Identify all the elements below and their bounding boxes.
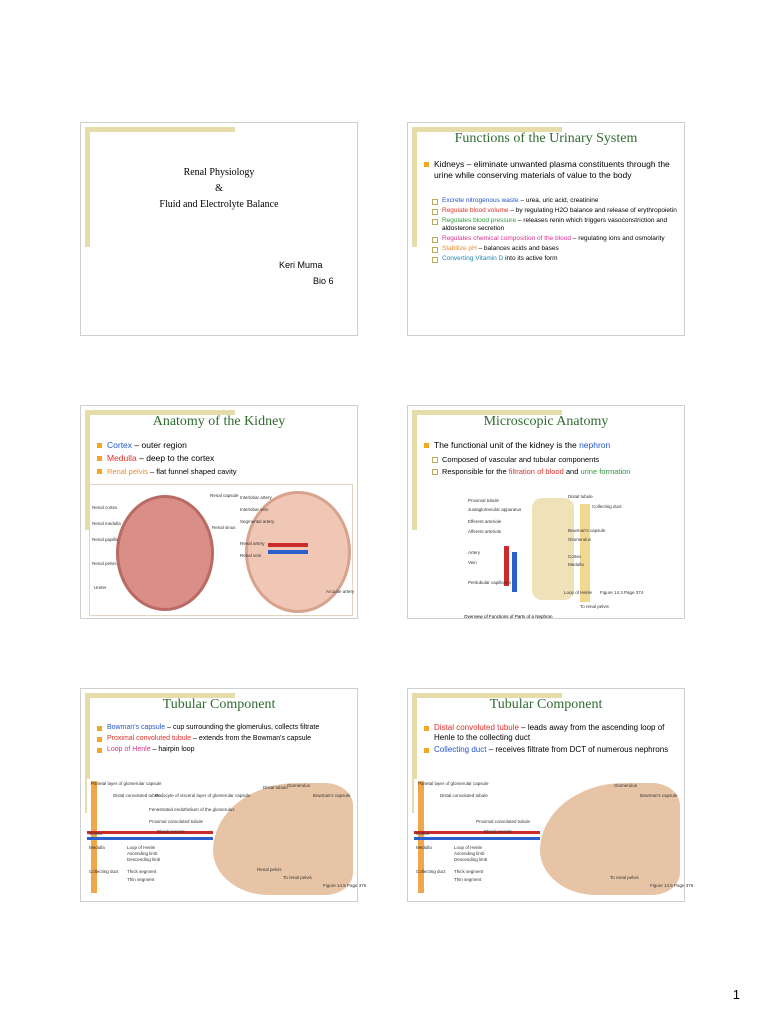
author: Keri Muma [279, 260, 323, 270]
bullet-key: Proximal convoluted tubule [107, 735, 192, 742]
figure-label: Afferent arteriole [468, 529, 502, 534]
vessel-placeholder [414, 837, 540, 840]
sub-bullet-item [430, 467, 682, 477]
slide-heading: Anatomy of the Kidney [152, 414, 286, 429]
figure-label: Bowman's capsule [568, 528, 606, 533]
bullet-key: Renal pelvis [107, 467, 148, 476]
figure-label: Proximal convoluted tubule [476, 819, 531, 824]
slide-tubular-1 [80, 688, 367, 902]
figure-label: Glomerulus [614, 783, 638, 788]
slide-accent-bar [85, 127, 235, 132]
bullet-rest: – deep to the cortex [136, 453, 215, 463]
figure-label: Parietal layer of glomerular capsule [91, 781, 162, 786]
bullet-text: Kidneys – eliminate unwanted plasma constituents through the urine while conserving materials of value to the body [434, 159, 670, 180]
bullet-list [422, 440, 684, 453]
figure-label: Renal cortex [92, 505, 118, 510]
vessel-placeholder [87, 837, 213, 840]
slide-functions [407, 122, 685, 336]
slide-title [80, 122, 358, 336]
bullet-key: Bowman's capsule [107, 724, 166, 731]
bullet-text: Responsible for the [442, 467, 509, 476]
figure-label: Collecting duct [89, 869, 119, 874]
figure-label: Ascending limb [127, 851, 158, 856]
sub-bullet-item [430, 207, 684, 215]
bullet-list [95, 440, 357, 479]
bullet-key: Stabilize pH [442, 245, 477, 252]
figure-label: Thin segment [127, 877, 155, 882]
figure-label: Bowman's capsule [640, 793, 678, 798]
figure-label: Renal pelvis [92, 561, 117, 566]
figure-label: Loop of Henle [127, 845, 156, 850]
bullet-item [95, 440, 357, 451]
bullet-key: Collecting duct [434, 745, 487, 754]
bullet-key: Regulates chemical composition of the blood [442, 235, 571, 242]
figure-label: Figure 14.5 Page 376 [650, 883, 694, 888]
figure-label: Artery [468, 550, 481, 555]
slide-heading: Tubular Component [162, 697, 276, 712]
kidney-figure [89, 484, 353, 616]
slide-title-text [91, 165, 347, 213]
vessel-placeholder [512, 552, 517, 592]
figure-label: To renal pelvis [610, 875, 639, 880]
bullet-key: filtration of blood [508, 467, 564, 476]
slide-heading: Functions of the Urinary System [454, 131, 638, 146]
bullet-rest: – balances acids and bases [476, 245, 559, 252]
bullet-key: Medulla [107, 453, 137, 463]
slide-accent-bar [85, 127, 90, 247]
bullet-item [422, 723, 680, 743]
bullet-text: and [563, 467, 581, 476]
slide-heading: Tubular Component [489, 697, 603, 712]
bullet-item [95, 734, 353, 743]
page-number: 1 [732, 987, 740, 1002]
bullet-rest: – leads away from the ascending loop of Henle to the collecting duct [434, 723, 665, 742]
figure-label: Segmental artery [240, 519, 275, 524]
figure-label: Glomerulus [568, 537, 592, 542]
title-line: & [215, 183, 223, 194]
figure-label: Arcuate artery [326, 589, 355, 594]
bullet-key: nephron [579, 440, 611, 450]
nephron-figure [464, 494, 644, 614]
bullet-rest: – flat funnel shaped cavity [147, 467, 237, 476]
bullet-item [422, 440, 684, 451]
bullet-rest: – regulating ions and osmolarity [571, 235, 665, 242]
bullet-item [95, 723, 353, 732]
bullet-rest: into its active form [503, 255, 558, 262]
figure-label: Ascending limb [454, 851, 485, 856]
sub-bullet-list [430, 197, 684, 265]
kidney-placeholder [116, 495, 214, 611]
title-line: Fluid and Electrolyte Balance [159, 199, 279, 210]
figure-label: Distal convoluted tubule [113, 793, 161, 798]
figure-label: Descending limb [454, 857, 488, 862]
bullet-key: Loop of Henle [107, 746, 151, 753]
figure-label: Renal vein [240, 553, 262, 558]
figure-label: Loop of Henle [564, 590, 593, 595]
sub-bullet-item [430, 255, 684, 263]
figure-label: Cortex [568, 554, 582, 559]
bullet-key: Converting Vitamin D [442, 255, 504, 262]
figure-label: Distal convoluted tubule [440, 793, 488, 798]
bullet-text: Composed of vascular and tubular components [442, 455, 600, 464]
figure-label: Renal papilla [92, 537, 119, 542]
bullet-rest: – urea, uric acid, creatinine [518, 197, 599, 204]
figure-label: Blood vessels [484, 829, 512, 834]
bullet-item [95, 745, 353, 754]
figure-label: Distal tubule [568, 494, 593, 499]
figure-label: Peritubular capillaries [468, 580, 512, 585]
bullet-key: urine formation [580, 467, 631, 476]
figure-label: Medulla [416, 845, 432, 850]
slide-tubular-2 [407, 688, 694, 902]
title-line: Renal Physiology [183, 167, 255, 178]
figure-label: Collecting duct [592, 504, 622, 509]
bullet-rest: – receives filtrate from DCT of numerous nephrons [486, 745, 669, 754]
figure-label: Glomerulus [287, 783, 311, 788]
bullet-key: Distal convoluted tubule [434, 723, 519, 732]
figure-label: Parietal layer of glomerular capsule [418, 781, 489, 786]
figure-label: Medulla [89, 845, 105, 850]
figure-label: Renal medulla [92, 521, 121, 526]
bullet-rest: – extends from the Bowman's capsule [191, 735, 312, 742]
figure-label: Thick segment [454, 869, 484, 874]
figure-label: Figure 14.3 Page 374 [600, 590, 644, 595]
nephron-figure [414, 779, 694, 897]
figure-label: Bowman's capsule [313, 793, 351, 798]
bullet-text: The functional unit of the kidney is the [434, 440, 580, 450]
figure-label: Descending limb [127, 857, 161, 862]
figure-label: Renal pelvis [257, 867, 282, 872]
figure-label: Fenestrated endothelium of the glomerulus [149, 807, 235, 812]
figure-label: Ureter [94, 585, 107, 590]
figure-label: Distal tubule [263, 785, 288, 790]
slide-accent-bar [412, 410, 417, 530]
slide-heading: Microscopic Anatomy [483, 414, 609, 429]
bullet-rest: – outer region [132, 440, 187, 450]
bullet-key: Regulates blood pressure [442, 217, 517, 224]
vessel-placeholder [87, 831, 213, 834]
bullet-key: Cortex [107, 440, 133, 450]
bullet-key: Regulate blood volume [442, 207, 509, 214]
figure-label: Blood vessels [157, 829, 185, 834]
figure-label: Podocyte of visceral layer of glomerular capsule [155, 793, 251, 798]
figure-label: Cortex [416, 831, 430, 836]
vessel-placeholder [268, 550, 308, 554]
sub-bullet-item [430, 197, 684, 205]
bullet-list [422, 723, 680, 757]
sub-bullet-item [430, 455, 682, 465]
figure-label: Renal artery [240, 541, 265, 546]
bullet-key: Excrete nitrogenous waste [442, 197, 519, 204]
figure-label: Thin segment [454, 877, 482, 882]
bullet-rest: – by regulating H2O balance and release of erythropoietin [508, 207, 677, 214]
figure-label: Thick segment [127, 869, 157, 874]
figure-label: Interlobar artery [240, 495, 272, 500]
bullet-list [422, 159, 684, 183]
sub-bullet-list [430, 455, 682, 479]
slide-microscopic [407, 405, 685, 619]
figure-caption: Overview of Functions of Parts of a Nephron [464, 614, 553, 619]
figure-label: Loop of Henle [454, 845, 483, 850]
figure-label: Collecting duct [416, 869, 446, 874]
slide-anatomy [80, 405, 358, 619]
bullet-item [95, 453, 357, 464]
figure-label: Proximal convoluted tubule [149, 819, 204, 824]
nephron-figure [87, 779, 367, 897]
vessel-placeholder [414, 831, 540, 834]
figure-label: Interlobar vein [240, 507, 269, 512]
figure-label: Medulla [568, 562, 584, 567]
bullet-rest: – releases renin which triggers vasoconstriction and aldosterone secretion [442, 217, 668, 232]
sub-bullet-item [430, 217, 684, 233]
slide-accent-bar [412, 127, 417, 247]
sub-bullet-item [430, 245, 684, 253]
bullet-rest: – cup surrounding the glomerulus, collects filtrate [165, 724, 320, 731]
figure-label: Vein [468, 560, 477, 565]
sub-bullet-item [430, 235, 684, 243]
figure-label: Juxtaglomerular apparatus [468, 507, 522, 512]
nephron-placeholder [532, 498, 574, 600]
figure-label: Renal capsule [210, 493, 239, 498]
nephron-placeholder [580, 504, 590, 602]
figure-label: Efferent arteriole [468, 519, 502, 524]
figure-label: Figure 14.5 Page 376 [323, 883, 367, 888]
course: Bio 6 [313, 276, 334, 286]
bullet-item [95, 466, 357, 477]
bullet-item [422, 745, 680, 755]
figure-label: Proximal tubule [468, 498, 500, 503]
vessel-placeholder [268, 543, 308, 547]
bullet-item [422, 159, 684, 181]
figure-label: Cortex [89, 831, 103, 836]
figure-label: To renal pelvis [580, 604, 609, 609]
figure-label: Renal sinus [212, 525, 236, 530]
bullet-list [95, 723, 353, 756]
figure-label: To renal pelvis [283, 875, 312, 880]
bullet-rest: – hairpin loop [150, 746, 195, 753]
